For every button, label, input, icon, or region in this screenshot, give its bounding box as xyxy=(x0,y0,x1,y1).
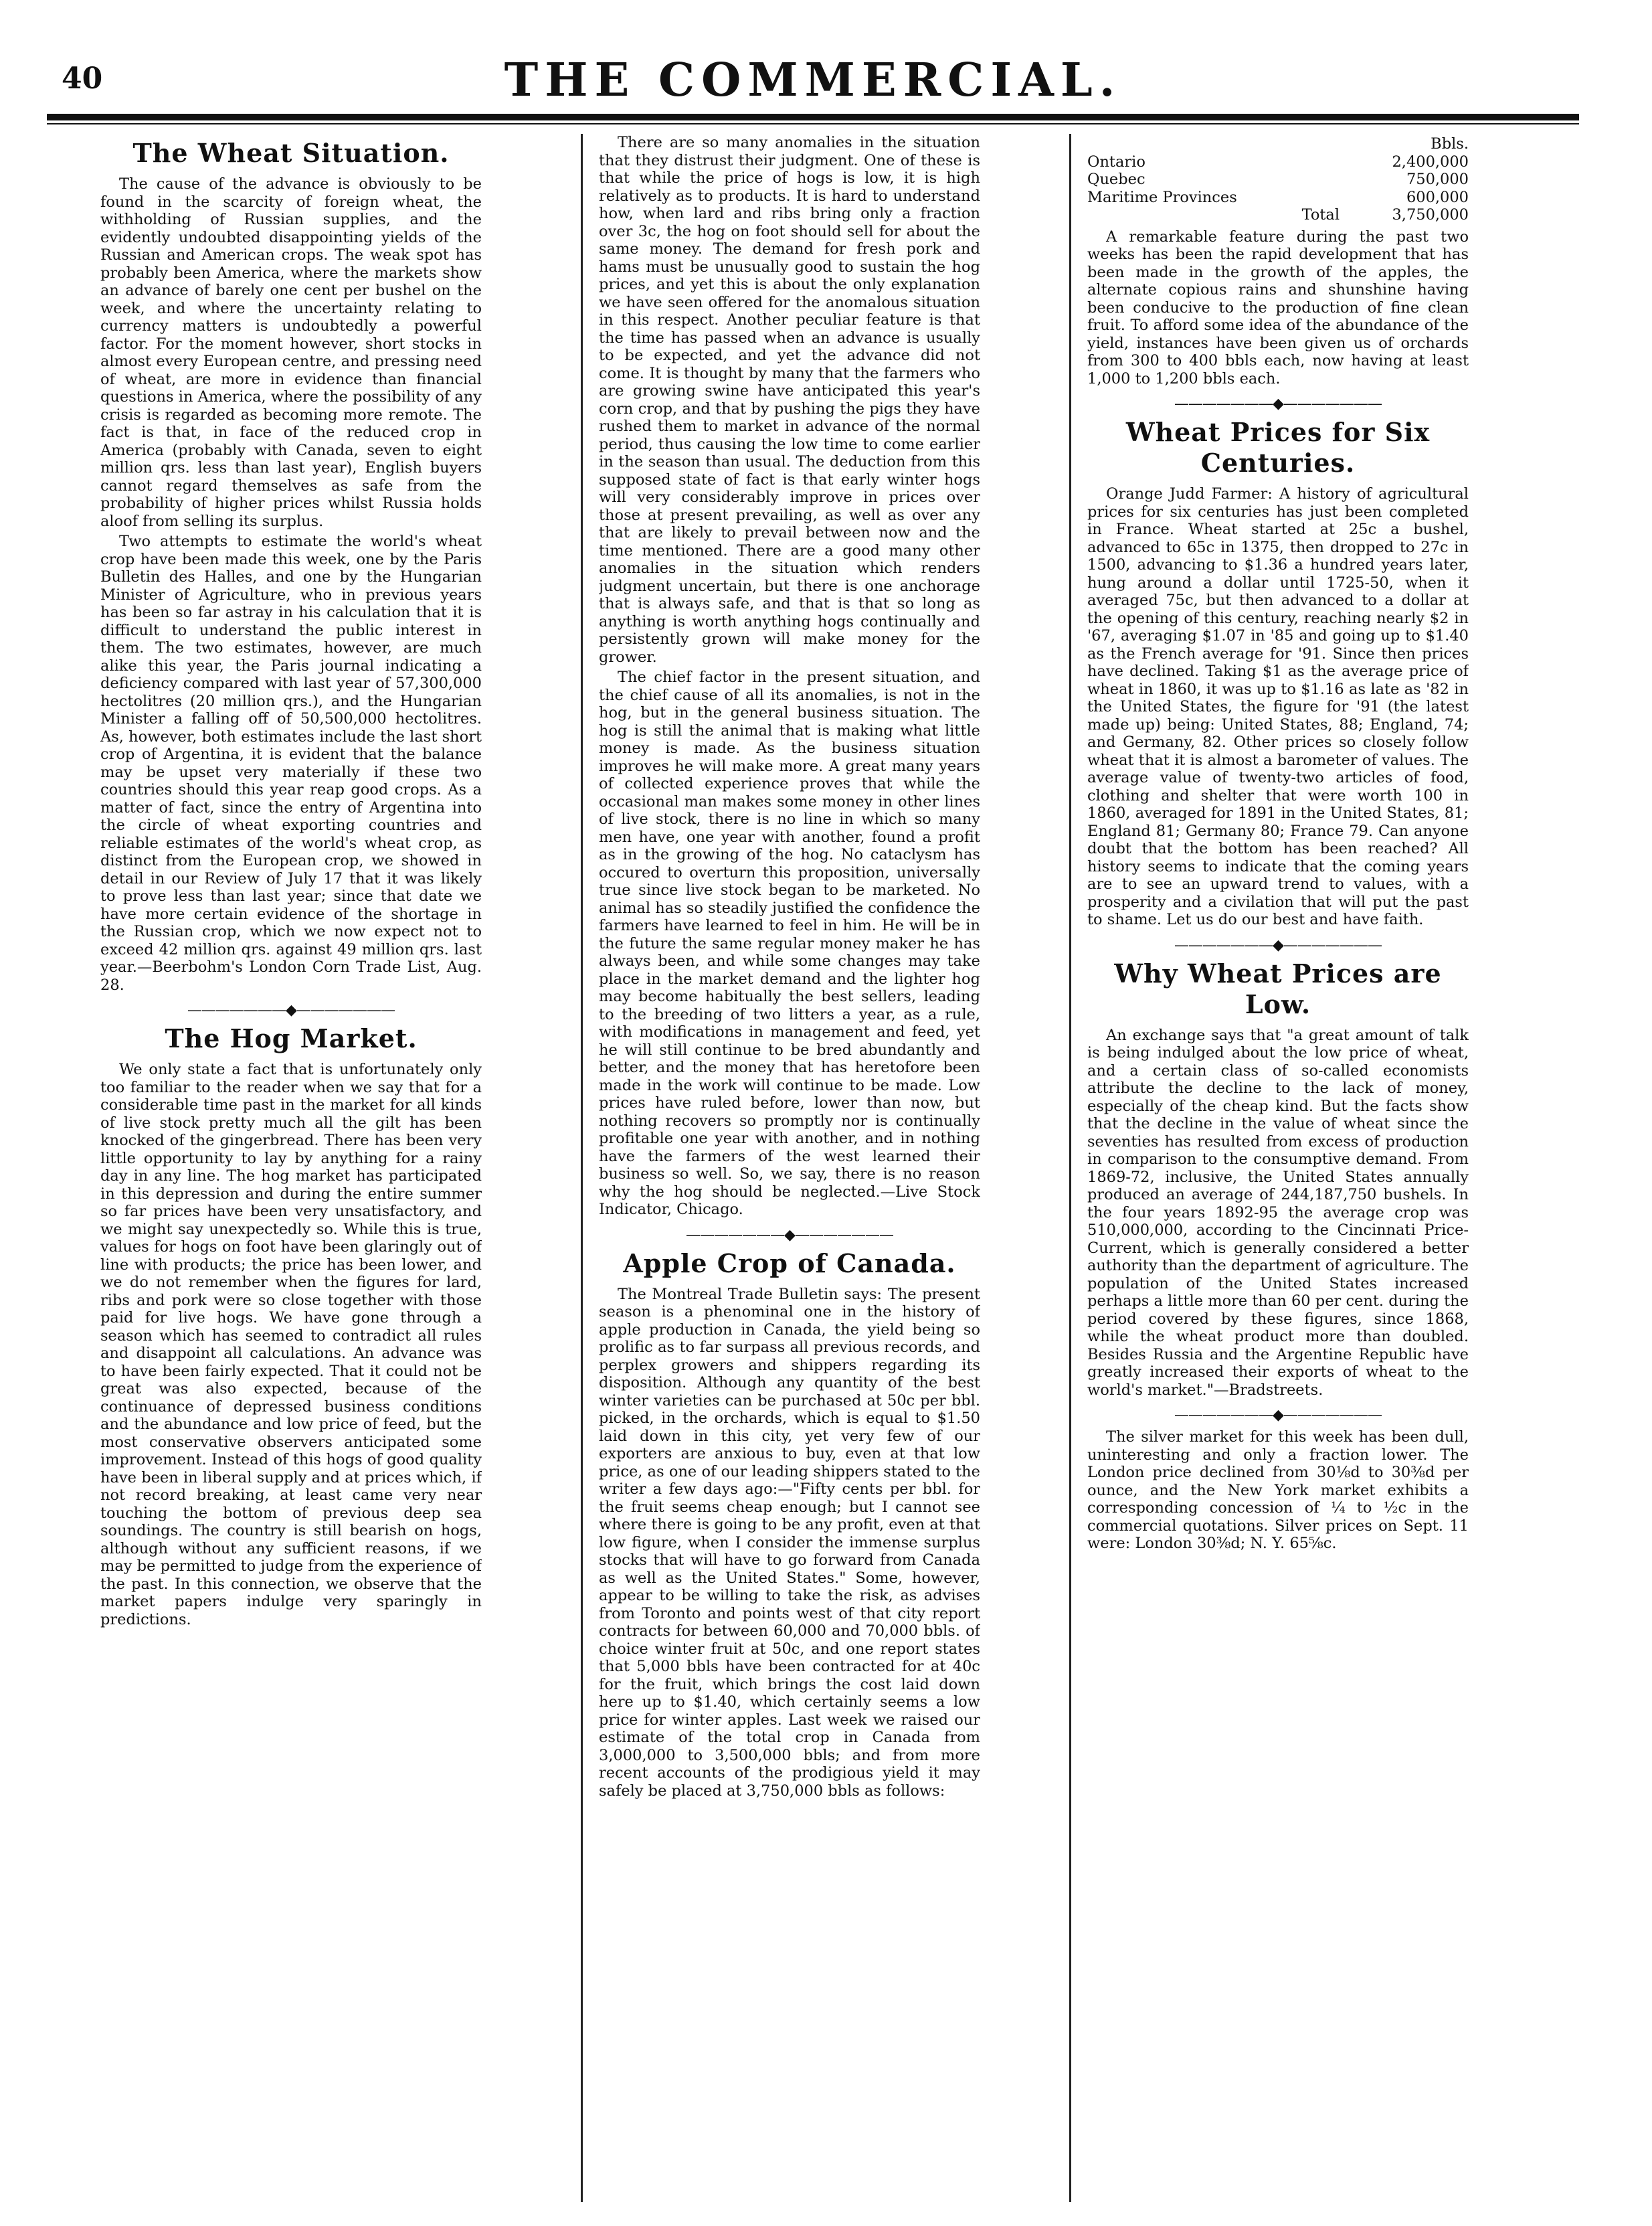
article-paragraph: The chief factor in the present situation, and the chief cause of all its anomalies, is not in the hog, but in the general business situation. The hog is still the animal that is making what little money is made. As the business situation improves he will make more. A great many years of collected experience proves that while the occasional man makes some money in other lines of live stock, there is no line in which so many men have, one year with another, found a profit as in the growing of the hog. No cataclysm has occured to overturn this proposition, universally true since live stock began to be marketed. No animal has so steadily justified the confidence the farmers have learned to feel in him. He will be in the future the same regular money maker he has always been, and while some changes may take place in the market demand and the lighter hog may become habitually the best sellers, leading to the breeding of two litters a year, as a rule, with modifications in management and feed, yet he will still continue to be bred abundantly and better, and the money that has heretofore been made in the work will continue to be made. Low prices have ruled before, lower than now, but nothing recovers so promptly nor is continually profitable one year with another, and in nothing have the farmers of the west learned their business so well. So, we say, there is no reason why the hog should be neglected.—Live Stock Indicator, Chicago. xyxy=(599,669,980,1218)
column-3 xyxy=(1087,134,1469,2202)
article-paragraph: A remarkable feature during the past two weeks has been the rapid development that has been made in the growth of the apples, the alternate copious rains and shunshine having been conducive to the production of fine clean fruit. To afford some idea of the abundance of the yield, instances have been given us of orchards from 300 to 400 bbls each, now having at least 1,000 to 1,200 bbls each. xyxy=(1087,228,1469,388)
table-cell-value: 750,000 xyxy=(1406,171,1469,188)
article-heading: Wheat Prices for Six Centuries. xyxy=(1125,417,1431,478)
section-divider xyxy=(599,1228,980,1243)
article-silver-market xyxy=(1087,1428,1469,1553)
column-rule xyxy=(581,134,583,2202)
section-divider xyxy=(1087,938,1469,953)
article-heading: Why Wheat Prices are Low. xyxy=(1114,958,1442,1019)
table-cell-region: Maritime Provinces xyxy=(1087,188,1237,206)
section-divider xyxy=(100,1003,482,1018)
page-number: 40 xyxy=(62,62,103,96)
masthead-rule xyxy=(47,114,1579,120)
article-heading: Apple Crop of Canada. xyxy=(623,1248,956,1278)
table-row xyxy=(1087,153,1469,171)
article-paragraph: Orange Judd Farmer: A history of agricultural prices for six centuries has just been completed in France. Wheat started at 25c a bushel, advanced to 65c in 1375, then dropped to 27c in 1500, advancing to $1.36 a hundred years later, hung around a dollar until 1725-50, when it averaged 75c, but then advanced to a dollar at the opening of this century, reaching nearly $2 in '67, averaging $1.07 in '85 and going up to $1.40 as the French average for '91. Since then prices have declined. Taking $1 as the average price of wheat in 1860, it was up to $1.16 as late as '82 in the United States, the figure for '91 (the latest made up) being: United States, 88; England, 74; and Germany, 82. Other prices so closely follow wheat that it is almost a barometer of values. The average value of twenty-two articles of food, clothing and shelter that were worth 100 in 1860, averaged for 1891 in the United States, 81; England 81; Germany 80; France 79. Can anyone doubt that the bottom has been reached? All history seems to indicate that the coming years are to see an upward trend to values, with a prosperity and a civilation that will put the past to shame. Let us do our best and have faith. xyxy=(1087,485,1469,928)
column-1 xyxy=(100,134,482,2202)
table-unit: Bbls. xyxy=(1431,135,1469,153)
article-heading: The Wheat Situation. xyxy=(132,138,450,168)
article-apple-crop xyxy=(599,1248,980,1800)
table-cell-region: Quebec xyxy=(1087,171,1145,188)
table-total-label: Total xyxy=(1301,206,1340,224)
article-paragraph: The Montreal Trade Bulletin says: The present season is a phenominal one in the history of apple production in Canada, the yield being so prolific as to far surpass all previous records, and perplex growers and shippers regarding its disposition. Although any quantity of the best winter varieties can be purchased at 50c per bbl. picked, in the orchards, which is equal to $1.50 laid down in this city, yet very few of our exporters are anxious to buy, even at that low price, as one of our leading shippers stated to the writer a few days ago:—"Fifty cents per bbl. for the fruit seems cheap enough; but I cannot see where there is going to be any profit, even at that low figure, when I consider the immense surplus stocks that will have to go forward from Canada as well as the United States." Some, however, appear to be willing to take the risk, as advises from Toronto and points west of that city report contracts for between 60,000 and 70,000 bbls. of choice winter fruit at 50c, and one report states that 5,000 bbls have been contracted for at 40c for the fruit, which brings the cost laid down here up to $1.40, which certainly seems a low price for winter apples. Last week we raised our estimate of the total crop in Canada from 3,000,000 to 3,500,000 bbls; and from more recent accounts of the prodigious yield it may safely be placed at 3,750,000 bbls as follows: xyxy=(599,1285,980,1800)
column-rule xyxy=(1069,134,1071,2202)
masthead xyxy=(47,47,1579,120)
article-paragraph: The cause of the advance is obviously to be found in the scarcity of foreign wheat, the withholding of Russian supplies, and the evidently undoubted disappointing yields of the Russian and American crops. The weak spot has probably been America, where the markets show an advance of barely one cent per bushel on the week, and where the uncertainty relating to currency matters is undoubtedly a powerful factor. For the moment however, short stocks in almost every European centre, and pressing need of wheat, are more in evidence than financial questions in America, where the possibility of any crisis is regarded as becoming more remote. The fact is that, in face of the reduced crop in America (probably with Canada, seven to eight million qrs. less than last year), English buyers cannot regard themselves as safe from the probability of higher prices whilst Russia holds aloof from selling its surplus. xyxy=(100,175,482,530)
table-total-row xyxy=(1087,206,1469,224)
table-cell-value: 600,000 xyxy=(1406,188,1469,206)
table-row xyxy=(1087,171,1469,189)
article-six-centuries xyxy=(1087,417,1469,929)
article-low-prices xyxy=(1087,958,1469,1399)
table-cell-region: Ontario xyxy=(1087,153,1145,171)
article-heading: The Hog Market. xyxy=(165,1023,418,1053)
apple-crop-table xyxy=(1087,135,1469,224)
newspaper-title: THE COMMERCIAL. xyxy=(504,54,1122,107)
article-paragraph: An exchange says that "a great amount of talk is being indulged about the low price of wheat, and a certain class of so-called economists attribute the decline to the lack of money, especially of the cheap kind. But the facts show that the decline in the value of wheat since the seventies has resulted from excess of production in comparison to the consumptive demand. From 1869-72, inclusive, the United States annually produced an average of 244,187,750 bushels. In the four years 1892-95 the average crop was 510,000,000, according to the Cincinnati Price-Current, which is generally considered a better authority than the department of agriculture. The population of the United States increased perhaps a little more than 60 per cent. during the period covered by these figures, since 1868, while the wheat product more than doubled. Besides Russia and the Argentine Republic have greatly increased their exports of wheat to the world's market."—Bradstreets. xyxy=(1087,1026,1469,1399)
article-paragraph: The silver market for this week has been dull, uninteresting and only a fraction lower. The London price declined from 30⅛d to 30⅜d per ounce, and the New York market exhibits a corresponding concession of ¼ to ½c in the commercial quotations. Silver prices on Sept. 11 were: London 30⅜d; N. Y. 65⅝c. xyxy=(1087,1428,1469,1552)
section-divider xyxy=(1087,1408,1469,1423)
column-2 xyxy=(599,134,980,2202)
article-hog-market xyxy=(100,1023,482,1628)
article-paragraph: We only state a fact that is unfortunately only too familiar to the reader when we say that for a considerable time past in the market for all kinds of live stock pretty much all the gilt has been knocked of the gingerbread. There has been very little opportunity to lay by anything for a rainy day in any line. The hog market has participated in this depression and during the entire summer so far prices have been very unsatisfactory, and we might say unexpectedly so. While this is true, values for hogs on foot have been glaringly out of line with products; the price has been lower, and we do not remember when the figures for lard, ribs and pork were so close together with those paid for live hogs. We have gone through a season which has seemed to contradict all rules and disappoint all calculations. An advance was to have been fairly expected. That it could not be great was also expected, because of the continuance of depressed business conditions and the abundance and low price of feed, but the most conservative observers anticipated some improvement. Instead of this hogs of good quality have been in liberal supply and at prices which, if not record breaking, at least came very near touching the bottom of previous deep sea soundings. The country is still bearish on hogs, although without any sufficient reasons, if we may be permitted to judge from the experience of the past. In this connection, we observe that the market papers indulge very sparingly in predictions. xyxy=(100,1061,482,1628)
section-divider xyxy=(1087,397,1469,412)
article-paragraph: Two attempts to estimate the world's wheat crop have been made this week, one by the Paris Bulletin des Halles, and one by the Hungarian Minister of Agriculture, who in previous years has been so far astray in his calculation that it is difficult to understand the public interest in them. The two estimates, however, are much alike this year, the Paris journal indicating a deficiency compared with last year of 57,300,000 hectolitres (20 million qrs.), and the Hungarian Minister a falling off of 50,500,000 hectolitres. As, however, both estimates include the last short crop of Argentina, it is evident that the balance may be upset very materially if these two countries should this year reap good crops. As a matter of fact, since the entry of Argentina into the circle of wheat exporting countries and reliable estimates of the world's wheat crop, as distinct from the European crop, we showed in detail in our Review of July 17 that it was likely to prove less than last year; since that date we have more certain evidence of the shortage in the Russian crop, which we now expect not to exceed 42 million qrs. against 49 million qrs. last year.—Beerbohm's London Corn Trade List, Aug. 28. xyxy=(100,533,482,994)
article-paragraph: There are so many anomalies in the situation that they distrust their judgment. One of these is that while the price of hogs is low, it is high relatively as to products. It is hard to understand how, when lard and ribs bring only a fraction over 3c, the hog on foot should sell for about the same money. The demand for fresh pork and hams must be unusually good to sustain the hog prices, and yet this is about the only explanation we have seen offered for the anomalous situation in this respect. Another peculiar feature is that the time has passed when an advance is usually to be expected, and yet the advance did not come. It is thought by many that the farmers who are growing swine have anticipated this year's corn crop, and that by pushing the pigs they have rushed them to market in advance of the normal period, thus causing the low time to come earlier in the season than usual. The deduction from this supposed state of fact is that early winter hogs will very considerably improve in prices over those at present prevailing, as well as over any that are likely to prevail between now and the time mentioned. There are a good many other anomalies in the situation which renders judgment uncertain, but there is one anchorage that is always safe, and that is that so long as anything is worth anything hogs continually and persistently grown will make money for the grower. xyxy=(599,134,980,666)
table-row xyxy=(1087,189,1469,207)
article-wheat-situation xyxy=(100,138,482,994)
table-cell-value: 2,400,000 xyxy=(1392,153,1469,171)
table-total-value: 3,750,000 xyxy=(1392,206,1469,224)
masthead-rule-thin xyxy=(47,123,1579,124)
